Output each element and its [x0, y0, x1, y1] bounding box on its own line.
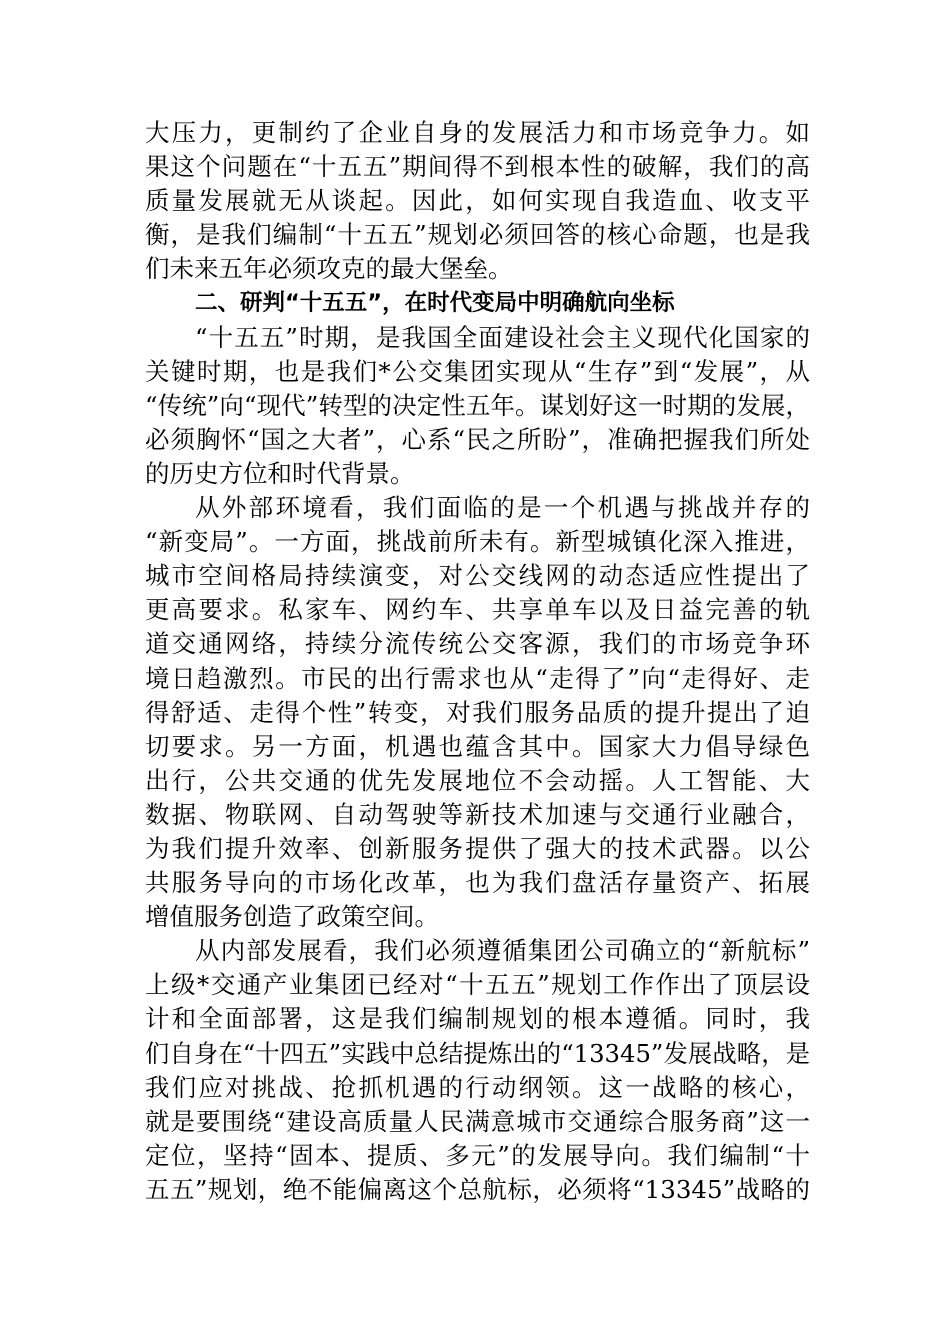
- body-line-19: 切要求。另一方面，机遇也蕴含其中。国家大力倡导绿色: [145, 731, 810, 761]
- body-line-15: 更高要求。私家车、网约车、共享单车以及日益完善的轨: [145, 595, 810, 625]
- body-line-28: 们自身在“十四五”实践中总结提炼出的“13345”发展战略，是: [145, 1038, 810, 1068]
- body-line-9: “传统”向“现代”转型的决定性五年。谋划好这一时期的发展，: [145, 390, 810, 420]
- body-line-25: 从内部发展看，我们必须遵循集团公司确立的“新航标”: [195, 936, 810, 966]
- body-line-32: 五五”规划，绝不能偏离这个总航标，必须将“13345”战略的: [145, 1174, 810, 1204]
- document-body: [145, 116, 810, 1207]
- body-line-16: 道交通网络，持续分流传统公交客源，我们的市场竞争环: [145, 629, 810, 659]
- body-line-17: 境日趋激烈。市民的出行需求也从“走得了”向“走得好、走: [145, 663, 810, 693]
- body-line-23: 共服务导向的市场化改革，也为我们盘活存量资产、拓展: [145, 868, 810, 898]
- body-line-11: 的历史方位和时代背景。: [145, 458, 415, 488]
- body-line-10: 必须胸怀“国之大者”，心系“民之所盼”，准确把握我们所处: [145, 424, 810, 454]
- body-line-12: 从外部环境看，我们面临的是一个机遇与挑战并存的: [195, 493, 810, 523]
- body-line-27: 计和全面部署，这是我们编制规划的根本遵循。同时，我: [145, 1004, 810, 1034]
- body-line-29: 我们应对挑战、抢抓机遇的行动纲领。这一战略的核心，: [145, 1072, 810, 1102]
- body-line-31: 定位，坚持“固本、提质、多元”的发展导向。我们编制“十: [145, 1140, 810, 1170]
- body-line-5: 们未来五年必须攻克的最大堡垒。: [145, 254, 513, 284]
- body-line-1: 大压力，更制约了企业自身的发展活力和市场竞争力。如: [145, 118, 810, 147]
- body-line-8: 关键时期，也是我们*公交集团实现从“生存”到“发展”，从: [145, 356, 810, 386]
- body-line-13: “新变局”。一方面，挑战前所未有。新型城镇化深入推进，: [145, 527, 810, 557]
- body-line-4: 衡，是我们编制“十五五”规划必须回答的核心命题，也是我: [145, 220, 810, 250]
- body-line-7: “十五五”时期，是我国全面建设社会主义现代化国家的: [195, 322, 810, 352]
- body-line-2: 果这个问题在“十五五”期间得不到根本性的破解，我们的高: [145, 152, 810, 182]
- section-heading: 二、研判“十五五”，在时代变局中明确航向坐标: [195, 290, 675, 317]
- body-line-22: 为我们提升效率、创新服务提供了强大的技术武器。以公: [145, 833, 810, 863]
- body-line-3: 质量发展就无从谈起。因此，如何实现自我造血、收支平: [145, 186, 810, 216]
- body-line-20: 出行，公共交通的优先发展地位不会动摇。人工智能、大: [145, 765, 810, 795]
- body-line-21: 数据、物联网、自动驾驶等新技术加速与交通行业融合，: [145, 799, 810, 829]
- body-line-14: 城市空间格局持续演变，对公交线网的动态适应性提出了: [145, 561, 810, 591]
- body-line-18: 得舒适、走得个性”转变，对我们服务品质的提升提出了迫: [145, 697, 810, 727]
- body-line-30: 就是要围绕“建设高质量人民满意城市交通综合服务商”这一: [145, 1106, 810, 1136]
- body-line-24: 增值服务创造了政策空间。: [145, 902, 439, 932]
- body-line-26: 上级*交通产业集团已经对“十五五”规划工作作出了顶层设: [145, 970, 810, 1000]
